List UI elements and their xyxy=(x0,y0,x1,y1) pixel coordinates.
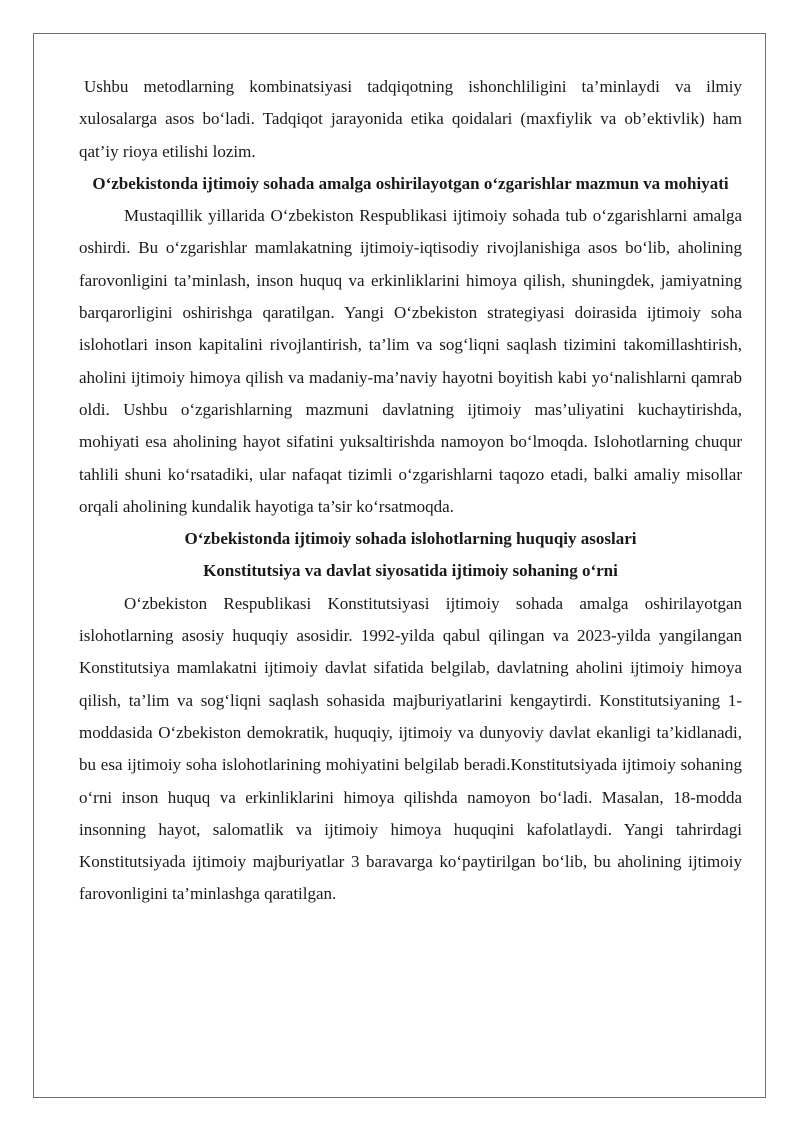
intro-paragraph: Ushbu metodlarning kombinatsiyasi tadqiqotning ishonchliligini ta’minlaydi va ilmiy xulosalarga asos bo‘ladi. Tadqiqot jarayonida etika qoidalari (maxfiylik va ob’ektivlik) ham qat’iy rioya etilishi lozim. xyxy=(79,77,742,161)
section-paragraph-reforms: Mustaqillik yillarida O‘zbekiston Respublikasi ijtimoiy sohada tub o‘zgarishlarni amalga oshirdi. Bu o‘zgarishlar mamlakatning ijtimoiy-iqtisodiy rivojlanishiga asos bo‘lib, aholining farovonligini ta’minlash, inson huquq va erkinliklarini himoya qilish, shuningdek, jamiyatning barqarorligini oshirishga qaratilgan. Yangi O‘zbekiston strategiyasi doirasida ijtimoiy soha islohotlari inson kapitalini rivojlantirish, ta’lim va sog‘liqni saqlash tizimini takomillashtirish, aholini ijtimoiy himoya qilish va madaniy-ma’naviy hayotni boyitish kabi yo‘nalishlarni qamrab oldi. Ushbu o‘zgarishlarning mazmuni davlatning ijtimoiy mas’uliyatini kuchaytirishda, mohiyati esa aholining hayot sifatini yuksaltirishda namoyon bo‘lmoqda. Islohotlarning chuqur tahlili shuni ko‘rsatadiki, ular nafaqat tizimli o‘zgarishlarni taqozo etadi, balki amaliy misollar orqali aholining kundalik hayotiga ta’sir ko‘rsatmoqda. xyxy=(79,206,742,516)
section-paragraph-constitution: O‘zbekiston Respublikasi Konstitutsiyasi ijtimoiy sohada amalga oshirilayotgan islohotlarning asosiy huquqiy asosidir. 1992-yilda qabul qilingan va 2023-yilda yangilangan Konstitutsiya mamlakatni ijtimoiy davlat sifatida belgilab, davlatning aholini ijtimoiy himoya qilish, ta’lim va sog‘liqni saqlash sohasida majburiyatlarini kengaytirdi. Konstitutsiyaning 1-moddasida O‘zbekiston demokratik, huquqiy, ijtimoiy va dunyoviy davlat ekanligi ta’kidlanadi, bu esa ijtimoiy soha islohotlarining mohiyatini belgilab beradi.Konstitutsiyada ijtimoiy sohaning o‘rni inson huquq va erkinliklarini himoya qilishda namoyon bo‘ladi. Masalan, 18-modda insonning hayot, salomatlik va ijtimoiy himoya huquqini kafolatlaydi. Yangi tahrirdagi Konstitutsiyada ijtimoiy majburiyatlar 3 baravarga ko‘paytirilgan bo‘lib, bu aholining ijtimoiy farovonligini ta’minlashga qaratilgan. xyxy=(79,593,742,904)
section-subheading-constitution: Konstitutsiya va davlat siyosatida ijtimoiy sohaning o‘rni xyxy=(203,561,618,581)
section-heading-reforms: O‘zbekistonda ijtimoiy sohada amalga oshirilayotgan o‘zgarishlar mazmun va mohiyati xyxy=(92,173,729,193)
document-body xyxy=(79,71,742,911)
section-heading-legal-basis: O‘zbekistonda ijtimoiy sohada islohotlarning huquqiy asoslari xyxy=(184,529,637,549)
